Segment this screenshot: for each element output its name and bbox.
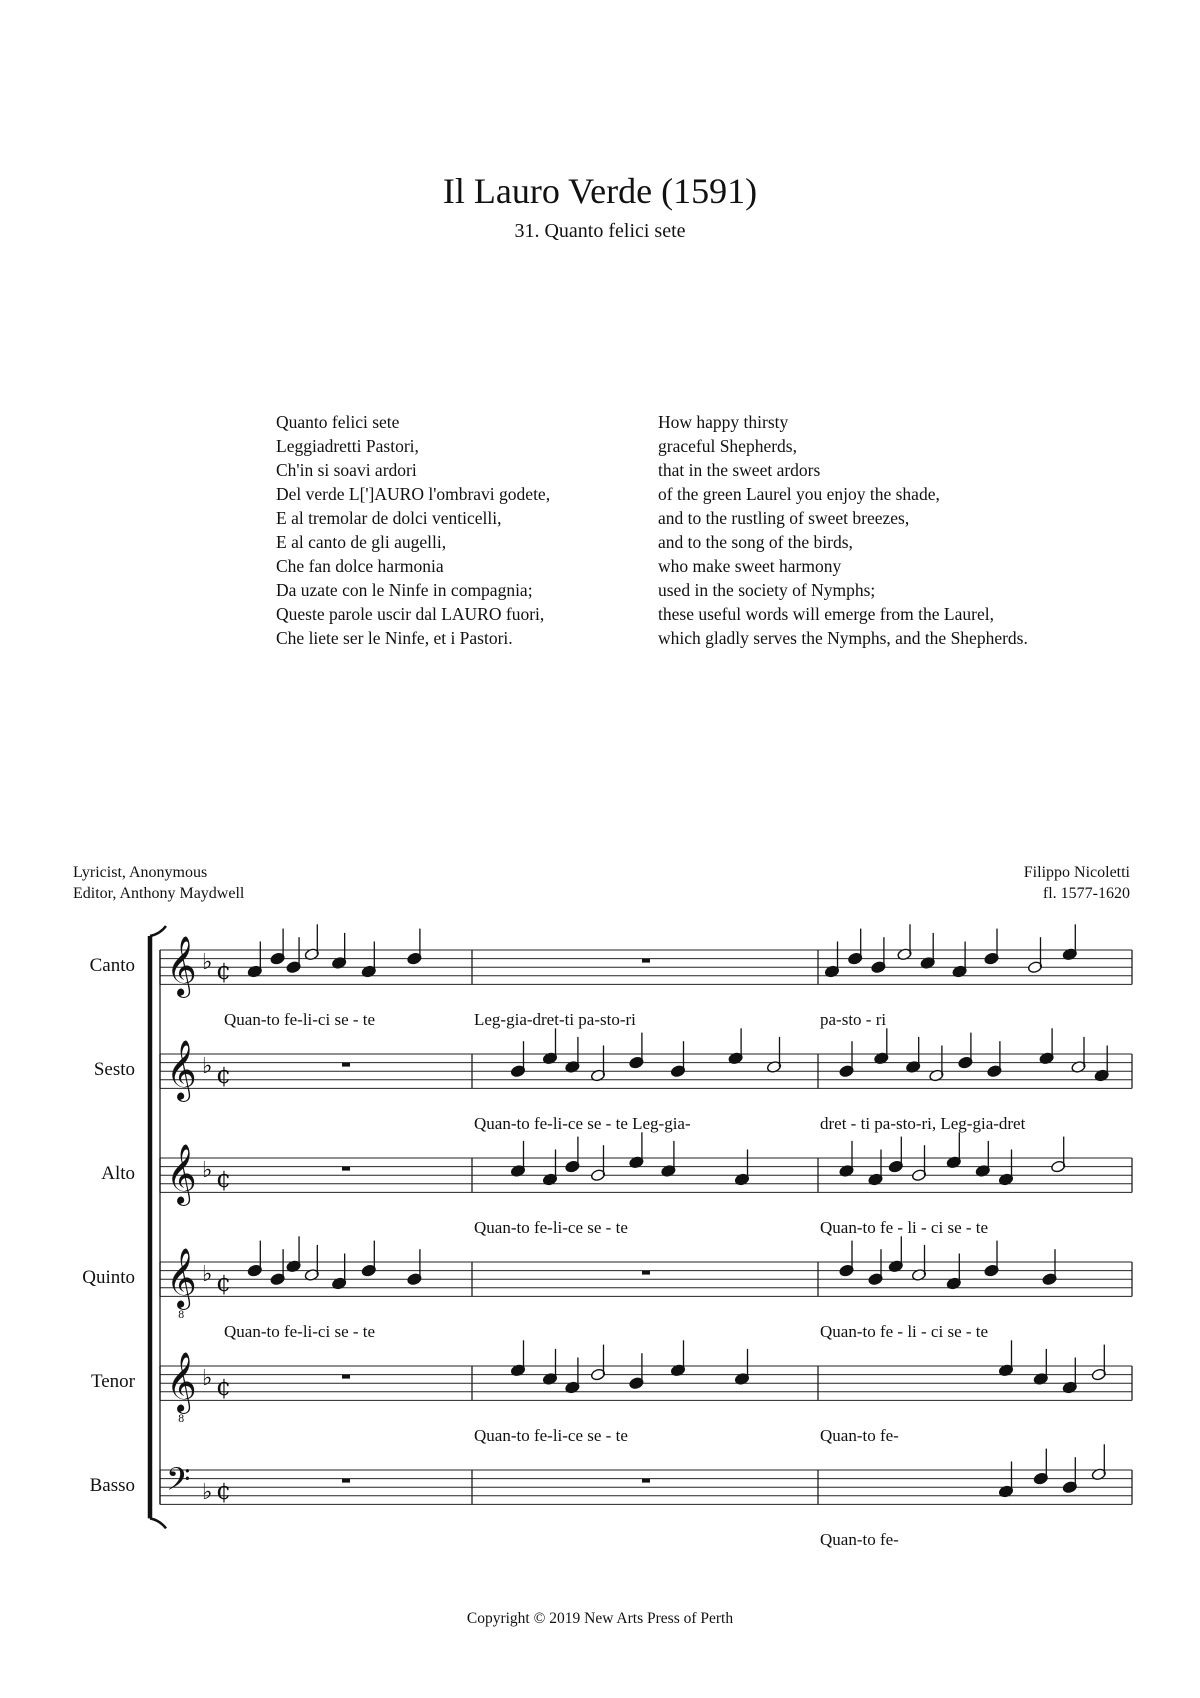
voice-name: Basso	[89, 1475, 135, 1497]
treble-clef-icon: 𝄞	[166, 1144, 197, 1204]
lyric-text: Quan-to fe - li - ci se - te	[820, 1322, 989, 1342]
rest-icon	[342, 1375, 350, 1379]
lyric-text: Leg-gia-dret-ti pa-sto-ri	[474, 1010, 636, 1030]
poem-line: Da uzate con le Ninfe in compagnia;	[276, 580, 533, 600]
rest-icon	[642, 1479, 650, 1483]
rest-icon	[642, 959, 650, 963]
poem-line: these useful words will emerge from the Laurel,	[658, 604, 994, 624]
voice-name: Quinto	[82, 1267, 135, 1289]
treble-clef-icon: 𝄞	[166, 1248, 197, 1308]
poem-line: E al canto de gli augelli,	[276, 532, 447, 552]
poem-line: graceful Shepherds,	[658, 436, 797, 456]
poem-line: that in the sweet ardors	[658, 460, 821, 480]
poem-line: who make sweet harmony	[658, 556, 842, 576]
rest-icon	[642, 1271, 650, 1275]
poem-line: Ch'in si soavi ardori	[276, 460, 417, 480]
octave-marking-icon: 8	[178, 1310, 185, 1321]
lyric-text: Quan-to fe-	[820, 1530, 899, 1550]
rest-icon	[342, 1063, 350, 1067]
rest-icon	[342, 1167, 350, 1171]
composer-dates: fl. 1577-1620	[1042, 885, 1130, 902]
flat-icon: ♭	[202, 1262, 213, 1288]
poem-line: of the green Laurel you enjoy the shade,	[658, 484, 940, 504]
rest-icon	[342, 1479, 350, 1483]
lyric-text: Quan-to fe-li-ce se - te	[474, 1426, 628, 1446]
cut-time-icon: ¢	[216, 956, 232, 985]
poem-line: Quanto felici sete	[276, 412, 400, 432]
copyright-notice: Copyright © 2019 New Arts Press of Perth	[466, 1610, 734, 1627]
poem-line: which gladly serves the Nymphs, and the Shepherds.	[658, 628, 1028, 648]
lyric-text: Quan-to fe-li-ci se - te	[224, 1010, 376, 1030]
poem-line: and to the song of the birds,	[658, 532, 853, 552]
lyric-text: Quan-to fe-li-ce se - te Leg-gia-	[474, 1114, 691, 1134]
flat-icon: ♭	[202, 950, 213, 976]
voice-name: Canto	[89, 955, 135, 977]
cut-time-icon: ¢	[216, 1060, 232, 1089]
voice-name: Alto	[101, 1163, 135, 1185]
cut-time-icon: ¢	[216, 1476, 232, 1505]
poem-line: Che liete ser le Ninfe, et i Pastori.	[276, 628, 513, 648]
editor-credit: Editor, Anthony Maydwell	[73, 885, 245, 902]
flat-icon: ♭	[202, 1054, 213, 1080]
page-subtitle: 31. Quanto felici sete	[514, 220, 686, 242]
voice-name: Tenor	[90, 1371, 135, 1393]
lyric-text: Quan-to fe - li - ci se - te	[820, 1218, 989, 1238]
octave-marking-icon: 8	[178, 1414, 185, 1425]
poem-line: E al tremolar de dolci venticelli,	[276, 508, 502, 528]
poem-line: and to the rustling of sweet breezes,	[658, 508, 910, 528]
poem-line: used in the society of Nymphs;	[658, 580, 876, 600]
treble-clef-icon: 𝄞	[166, 936, 197, 996]
flat-icon: ♭	[202, 1480, 213, 1506]
composer-credit: Filippo Nicoletti	[1023, 864, 1130, 881]
poem-line: Del verde L[']AURO l'ombravi godete,	[276, 484, 551, 504]
voice-name: Sesto	[93, 1059, 135, 1081]
poem-line: Leggiadretti Pastori,	[276, 436, 419, 456]
poem-line: How happy thirsty	[658, 412, 789, 432]
treble-clef-icon: 𝄞	[166, 1040, 197, 1100]
cut-time-icon: ¢	[216, 1164, 232, 1193]
flat-icon: ♭	[202, 1158, 213, 1184]
treble-clef-icon: 𝄞	[166, 1352, 197, 1412]
lyric-text: pa-sto - ri	[820, 1010, 887, 1030]
poem-line: Che fan dolce harmonia	[276, 556, 444, 576]
cut-time-icon: ¢	[216, 1268, 232, 1297]
cut-time-icon: ¢	[216, 1372, 232, 1401]
page-title: Il Lauro Verde (1591)	[442, 171, 758, 211]
bass-clef-icon: 𝄢	[166, 1461, 191, 1505]
lyric-text: Quan-to fe-li-ci se - te	[224, 1322, 376, 1342]
lyricist-credit: Lyricist, Anonymous	[73, 864, 208, 881]
poem-line: Queste parole uscir dal LAURO fuori,	[276, 604, 545, 624]
bracket-top	[150, 926, 166, 936]
flat-icon: ♭	[202, 1366, 213, 1392]
lyric-text: Quan-to fe-	[820, 1426, 899, 1446]
lyric-text: Quan-to fe-li-ce se - te	[474, 1218, 628, 1238]
bracket-bottom	[150, 1518, 166, 1528]
lyric-text: dret - ti pa-sto-ri, Leg-gia-dret	[820, 1114, 1026, 1134]
